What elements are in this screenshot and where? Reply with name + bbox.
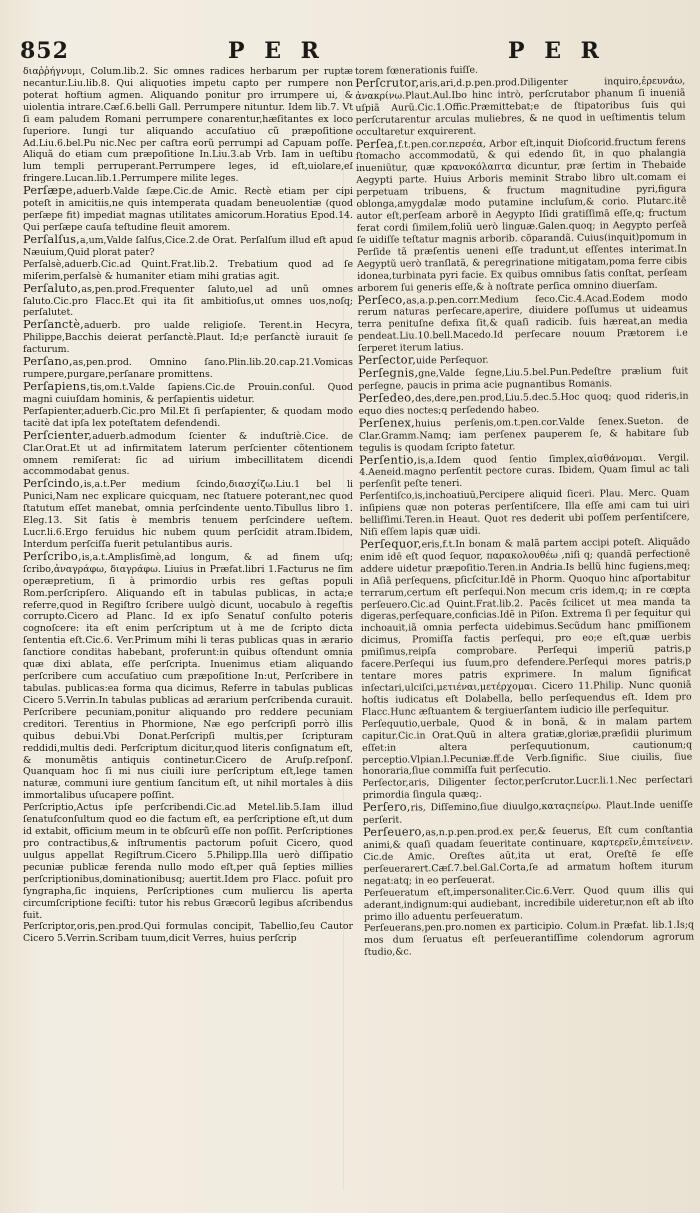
left-column — [23, 66, 353, 945]
dictionary-entry — [23, 66, 353, 185]
entry-headword: Perſano, — [23, 354, 73, 369]
entry-headword: Perſaluto, — [23, 280, 82, 295]
entry-definition: Perſector,aris, Diligenter ſector,perſcrutor.Lucr.li.1.Nec perſectari primordia ſingula quæq;. — [362, 774, 693, 802]
dictionary-entry — [357, 291, 688, 355]
dictionary-entry — [360, 535, 692, 718]
entry-headword: Perſalſus, — [23, 231, 81, 246]
entry-definition: Perſentiſco,is,inchoatiuū,Percipere aliquid ſiceri. Plau. Merc. Quam inſipiens quæ non poteras perſentiſcere, Illa eſſe ami cam tui uiri belliſſimi.Teren.in Heaut. Quot res dederit ubi poſſem perſentiſcere, Niſi eſſem lapis quæ uidi. — [359, 487, 690, 539]
entry-headword: Perſenex, — [358, 415, 416, 430]
entry-headword: Perſea, — [355, 136, 398, 151]
entry-definition: uide Perſequor. — [415, 354, 489, 367]
entry-definition: Perſeuerans,pen.pro.nomen ex participio. Colum.in Præfat. lib.1.Is;q mos dum ſeruatus eſt perſeuerantiſſime colendorum agrorum ſtudio,&c. — [363, 919, 695, 959]
dictionary-entry — [23, 259, 353, 283]
entry-definition: gne,Valde ſegne,Liu.5.bel.Pun.Pedeſtre prælium fuit perſegne, paucis in prima acie pugnantibus Romanis. — [358, 365, 689, 392]
entry-headword: Perſegnis, — [358, 365, 419, 381]
running-head-left: P E R — [228, 38, 325, 64]
page-number: 852 — [20, 38, 69, 64]
dictionary-entry — [363, 824, 694, 888]
entry-headword: Perſæpe, — [23, 183, 77, 198]
entry-headword: Perſeuero, — [362, 824, 426, 840]
dictionary-entry — [362, 775, 692, 802]
entry-definition: tis,om.t.Valde ſapiens.Cic.de Prouin.conſul. Quod magni cuiuſdam hominis, & perſapientis uidetur. — [23, 381, 353, 405]
dictionary-entry — [363, 799, 693, 827]
dictionary-entry — [23, 406, 353, 430]
dictionary-entry — [359, 414, 689, 454]
dictionary-entry — [355, 74, 686, 138]
entry-definition: as,a.p.pen.corr.Medium ſeco.Cic.4.Acad.Eodem modo rerum naturas perſecare,aperire, diuidere poſſumus ut uideamus terra penituſne defixa ſit,& quaſi radicib. ſuis hæreat,an media pendeat.Liu.10.bell.Macedo.Id perſecare nouum Prætorem i.e ſerperet iterum latius. — [357, 292, 688, 355]
entry-headword: Perſentio, — [359, 451, 418, 467]
dictionary-entry — [23, 378, 353, 406]
dictionary-entry — [23, 921, 353, 945]
entry-definition: Perſequutio,uerbale, Quod & in bonã, & in malam partem capitur.Cic.in Orat.Quũ in altera gratiæ,gloriæ,præſidii plurimum eſſet:in altera perſequutionum, cautionum;q perceptio.Vlpian.l.Pecuniæ.ff.de Verb.ſignific. Siue ciuilis, ſiue honoraria,ſiue commiſſa fuit perſecutio. — [361, 715, 693, 778]
dictionary-entry — [362, 715, 693, 778]
entry-headword: Perſector, — [358, 352, 417, 368]
entry-definition: as,pen.prod. Omnino ſano.Plin.lib.20.cap.21.Vomicas rumpere,purgare,perſanare promittens. — [23, 357, 353, 381]
entry-definition: Perſalsè,aduerb.Cic.ad Quint.Frat.lib.2. Trebatium quod ad ſe miſerim,perſalsè & humaniter etiam mihi gratias agit. — [23, 258, 353, 282]
dictionary-entry — [358, 365, 688, 393]
entry-definition: torem fœnerationis fuiſſe. — [355, 64, 479, 77]
entry-headword: Perſcrutor, — [355, 75, 420, 90]
dictionary-entry — [364, 884, 694, 923]
entry-definition: is,a.Idem quod ſentio ſimplex,αἰσθάνομαι. Vergil. 4.Aeneid.magno perſentit pectore curas. Ibidem, Quam ſimul ac tali perſenſit peſte teneri. — [359, 452, 690, 491]
dictionary-entry — [23, 356, 353, 381]
dictionary-entry — [356, 135, 688, 294]
dictionary-entry — [23, 231, 353, 259]
dictionary-entry — [364, 920, 694, 959]
entry-headword: Perſcribo, — [23, 548, 82, 563]
entry-definition: des,dere,pen.prod,Liu.5.dec.5.Hoc quoq; quod rideris,in equo dies noctes;q perſedendo habeo. — [358, 390, 689, 417]
entry-definition: ris, Diſſemino,ſiue diuulgo,καταςπείρω. Plaut.Inde ueniſſe perſerit. — [362, 799, 693, 827]
entry-definition: aduerb. pro ualde religioſe. Terent.in Hecyra, Philippe,Bacchis deierat perſanctè.Plaut. Id;e perſanctè iurauit ſe facturum. — [23, 320, 353, 356]
running-head-right: P E R — [508, 38, 605, 64]
entry-definition: eris,f.t.In bonam & malã partem accipi poteſt. Aliquãdo enim idē eſt quod ſequor, παρακολουθέω ,niſi q; quandã perfectionē addere uidetur præpoſitio.Teren.in Andria.Is bellũ hinc fugiens,meq; in Aſiã perſequens, pſicſcitur.Idē in Phorm. Quoquo hinc aſportabitur terrarum,certum eſt perſequi.Non mecum cris idem,q; in re cœpta perſeuero.Cic.ad Quint.Frat.lib.2. Pacēs ſcilicet ut mea manda ta digeras,perſequare,conficias.Idē in Piſon. Extrema ſi per ſequitur qui inchoauit,iã omnia perfecta uidebimus.Secũdum hanc pmiſſionem dicimus, Promiſſa factis perſequi, pro eo;e eſt,quæ uerbis pmiſimus,reipſa comprobare. Perſequi imperiũ patris,p facere.Perſequi ius ſuum,pro defendere.Perſequi mores patris,p tentare mores patris exprimere. In malum ſignificat inſectari,ulciſci,μετιέναι,μετέρχομαι. Cicero 11.Philip. Nunc quoniã hoſtis iudicatus eſt Dolabella, bello perſequendus eſt. Idem pro Flacc.Hunc æſtuantem & tergiuerſantem iudicio ille perſequitur. — [360, 536, 692, 718]
entry-headword: Perſcienter, — [23, 427, 93, 442]
entry-definition: huius perſenis,om.t.pen.cor.Valde ſenex.Sueton. de Clar.Gramm.Namq; iam perſenex pauperem ſe, & habitare ſub tegulis is quodam ſcripto fatetur. — [358, 415, 689, 454]
entry-headword: Perſero, — [362, 799, 411, 815]
dictionary-entry — [358, 389, 688, 417]
dictionary-entry — [23, 802, 353, 921]
entry-headword: Perſedeo, — [358, 390, 416, 405]
entry-headword: Perſanctè, — [23, 317, 84, 332]
entry-definition: Perſeueratum eſt,impersonaliter.Cic.6.Verr. Quod quum illis qui aderant,indignum:qui audiebant, incredibile uideretur,non eſt ab iſto primo illo aduentu perſeueratum. — [363, 884, 694, 923]
entry-definition: aris,ari,d.p.pen.prod.Diligenter inquiro,ἐρευνάω, ἀνακρίνω.Plaut.Aul.Ibo hinc intrò, perſcrutabor phanum ſi inueniã uſpiã Aurũ.Cic.1.Offic.Præmittebat;e de ſtipatoribus ſuis qui perſcrutarentur arculas muliebres, & ne quod in ueſtimentis telum occultaretur exquirerent. — [355, 75, 686, 138]
entry-headword: Perſeco, — [357, 291, 407, 307]
entry-definition: is,a.t.Amplisſimè,ad longum, & ad finem uſq; ſcribo,ἀναγράφω, διαγράφω. Liuius in Præfat.libri 1.Facturus ne ſim operæpretium, ſi à primordio urbis res geſtas populi Rom.perſcripſero. Aliquando eſt in tabulas publicas, in acta;e referre,quod in Regiſtro ſcribere uulgò dicunt, uocabulo à regeſtis corrupto.Cicero ad Planc. Id ex ipſo Senatuſ conſulto poteris cognoſcere: ita eſt enim perſcriptum ut à me de ſcripto dicta ſententia eſt.Cic.6. Ver.Primum mihi li teras publicas quas in ærario ſanctiore conditas habebant, proferunt:in quibus oſtendunt omnia quæ dixi ablata, eſſe perſcripta. Inuenimus etiam aliquando perſcribere cum accuſatiuo cum præpoſitione In:ut, Perſcribere in tabulas. publicas:ea forma qua dicimus, Referre in tabulas publicas Cicero 5.Verrin.In tabulas publicas ad ærarium perſcribenda curauit. Perſcribere pecuniam,ponitur aliquando pro reddere pecuniam creditori. Terentius in Phormione, Næ ego perſcripſi porrò illis quibus debui.Vbi Donat.Perſcripſi multis,per ſcripturam reddidi,multis dedi. Perſcriptum dicitur,quod literis conſignatum eſt, & monumẽtis antiquis continetur.Cicero de Aruſp.reſponſ. Quanquam hoc ſi mi nus ciuili iure perſcriptum eſt,lege tamen naturæ, communi iure gentium ſancitum eſt, ut nihil mortales à diis immortalibus uſucapere poſſint. — [23, 551, 353, 802]
dictionary-entry — [23, 185, 353, 234]
dictionary-entry — [359, 488, 689, 539]
dictionary-entry — [23, 427, 353, 479]
dictionary-entry — [23, 548, 353, 802]
dictionary-entry — [23, 478, 353, 551]
entry-definition: Perſcriptor,oris,pen.prod.Qui formulas concipit, Tabellio,ſeu Cautor Cicero 5.Verrin.Scribam tuum,dicit Verres, huius perſcrip — [23, 921, 353, 945]
entry-headword: Perſcindo, — [23, 476, 84, 491]
entry-headword: Perſapiens, — [23, 378, 91, 393]
entry-definition: aduerb.admodum ſcienter & induſtriè.Cice. de Clar.Orat.Et ut ad infirmitatem laterum perſcienter cõtentionem omnem remiſerat: ſic ad uirium imbecillitatem dicendi accommodabat genus. — [23, 430, 353, 478]
entry-definition: f.t.pen.cor.περσέα, Arbor eſt,inquit Dioſcorid.fructum ferens ſtomacho accommodatũ, & qui edendo ſit, in quo phalangia inueniūtur, quæ κρανοκόλαπτα dicuntur, præ ſertim in Thebaide Aegypti parte. Huius Arboris meminit Strabo libro ult.comam ei perpetuam tribuens, & fructum magnitudine pyri,figura oblonga,amygdalæ modo putamine incluſum,& corio. Plutarc.itē autor eſt,perſeam arborē in Aegypto Iſidi gratiſſimã eſſe,q; fructum ferat cordi ſimilem,foliũ uerò linguæ.Galen.quoq; in Aegypto perſeã ſe uidiſſe teſtatur magnis arborib. cõparandã. Cuius(inquit)pomum in Perſide tã præſentis ueneni eſſe tradunt,ut eſſentes interimat.In Aegyptũ uerò tranſlatã, & peregrinatione mitigatam,poma ferre cibis idonea,turbinata pyri facie. Ex quibus omnibus ſatis conſtat, perſeam arborem ſui generis eſſe,& à noſtrate perſica omnino diuerſam. — [355, 136, 688, 294]
entry-headword: Perſequor, — [359, 536, 422, 551]
entry-definition: aduerb.Valde ſæpe.Cic.de Amic. Rectè etiam per cipi poteſt in amicitiis,ne quis intemperata quadam beneuolentiæ (quod perſæpe fit) impediat magnas utilitates amicorum.Horatius Epod.14. Qui perſæpe cauſa teſtudine fleuit amorem. — [23, 186, 353, 233]
entry-definition: as,n.p.pen.prod.ex per,& ſeuerus, Eſt cum conſtantia animi,& quaſi quadam ſeueritate continuare, καρτερεῖν,ἐπιτείνειν. Cic.de Amic. Oreſtes aūt,ita ut erat, Oreſtē ſe eſſe perſeuerarert.Cæſ.7.bel.Gal.Corta,ſe ad armatum hoſtem iturum negat:atq; in eo perſeuerat. — [363, 824, 694, 887]
dictionary-entry — [23, 319, 353, 356]
entry-definition: is,a.t.Per medium ſcindo,διασχίζω.Liu.1 bel li Punici,Nam nec explicare quicquam, nec ſtatuere poterant,nec quod ſtatutum eſſet manebat, omnia perſcindente uento.Tibullus libro 1. Eleg.13. Sit ſatis è membris tenuem perſcindere ueſtem. Lucr.li.6.Ergo feruidus hic nubem quum perſcidit atram.Ibidem, Interdum perſciſſa fuerit petulantibus auris. — [23, 479, 353, 550]
dictionary-entry — [359, 451, 689, 491]
dictionary-entry — [23, 280, 353, 320]
right-column — [355, 63, 694, 960]
entry-definition: Perſapienter,aduerb.Cic.pro Mil.Et ſi perſapienter, & quodam modo tacitè dat ipſa lex poteſtatem defendendi. — [23, 405, 353, 429]
entry-definition: διαῤῥήγνυμι, Colum.lib.2. Sic omnes radices herbarum per ruptæ necantur.Liu.lib.8. Qui aliquoties impetu capto per rumpere non poterat hoftium agmen. Aliquando ponitur pro irrumpere ui, & uiolentia intrare.Cæſ.6.belli Gall. Perrumpere nituntur. Idem lib.7. Vt ſi eam paludem Romani perrumpere conarentur,hæſitantes ex loco ſuperiore. Iungi tur aliquando accuſatiuo cũ præpoſitione Ad.Liu.6.bel.Pu nic.Nec per caſtra eorũ perrumpi ad Capuam poſſe. Aliquã do etiam cum præpoſitione In.Liu.3.ab Vrb. Iam in ueſtibu lum templi perruperant.Perrumpere leges, id eſt,uiolare,eſ fringere.Lucan.lib.1.Perrumpere milite leges. — [23, 66, 353, 185]
entry-definition: Perſcriptio,Actus ipſe perſcribendi.Cic.ad Metel.lib.5.Iam illud ſenatuſconſultum quod eo die factum eſt, ea perſcriptione eſt,ut dum id extabit, officium meum in te obſcurũ eſſe non poſſit. Perſcriptiones pro contractibus,& inſtrumentis pactorum poſuit Cicero, quod uulgus appellat Regiſtrum.Cicero 5.Philipp.Illa uerò diſſipatio pecuniæ publicæ ferenda nullo modo eſt,per quã ſepties millies perſcriptionibus,dominationibusq; auertit.Idem pro Flacc. poſuit pro ſyngrapha,ſic inquiens, Perſcriptiones cum muliercu lis aperta circumſcriptione feciſti: tutor his rebus Græcorũ legibus aſcribendus fuit. — [23, 802, 353, 921]
entry-definition: as,pen.prod.Frequenter ſaluto,uel ad unũ omnes ſaluto.Cic.pro Flacc.Et qui ita ſit ambitioſus,ut omnes uos,noſq; perſalutet. — [23, 283, 353, 319]
entry-definition: a,um,Valde ſalſus,Cice.2.de Orat. Perſalſum illud eſt apud Næuium,Quid plorat pater? — [23, 234, 353, 258]
